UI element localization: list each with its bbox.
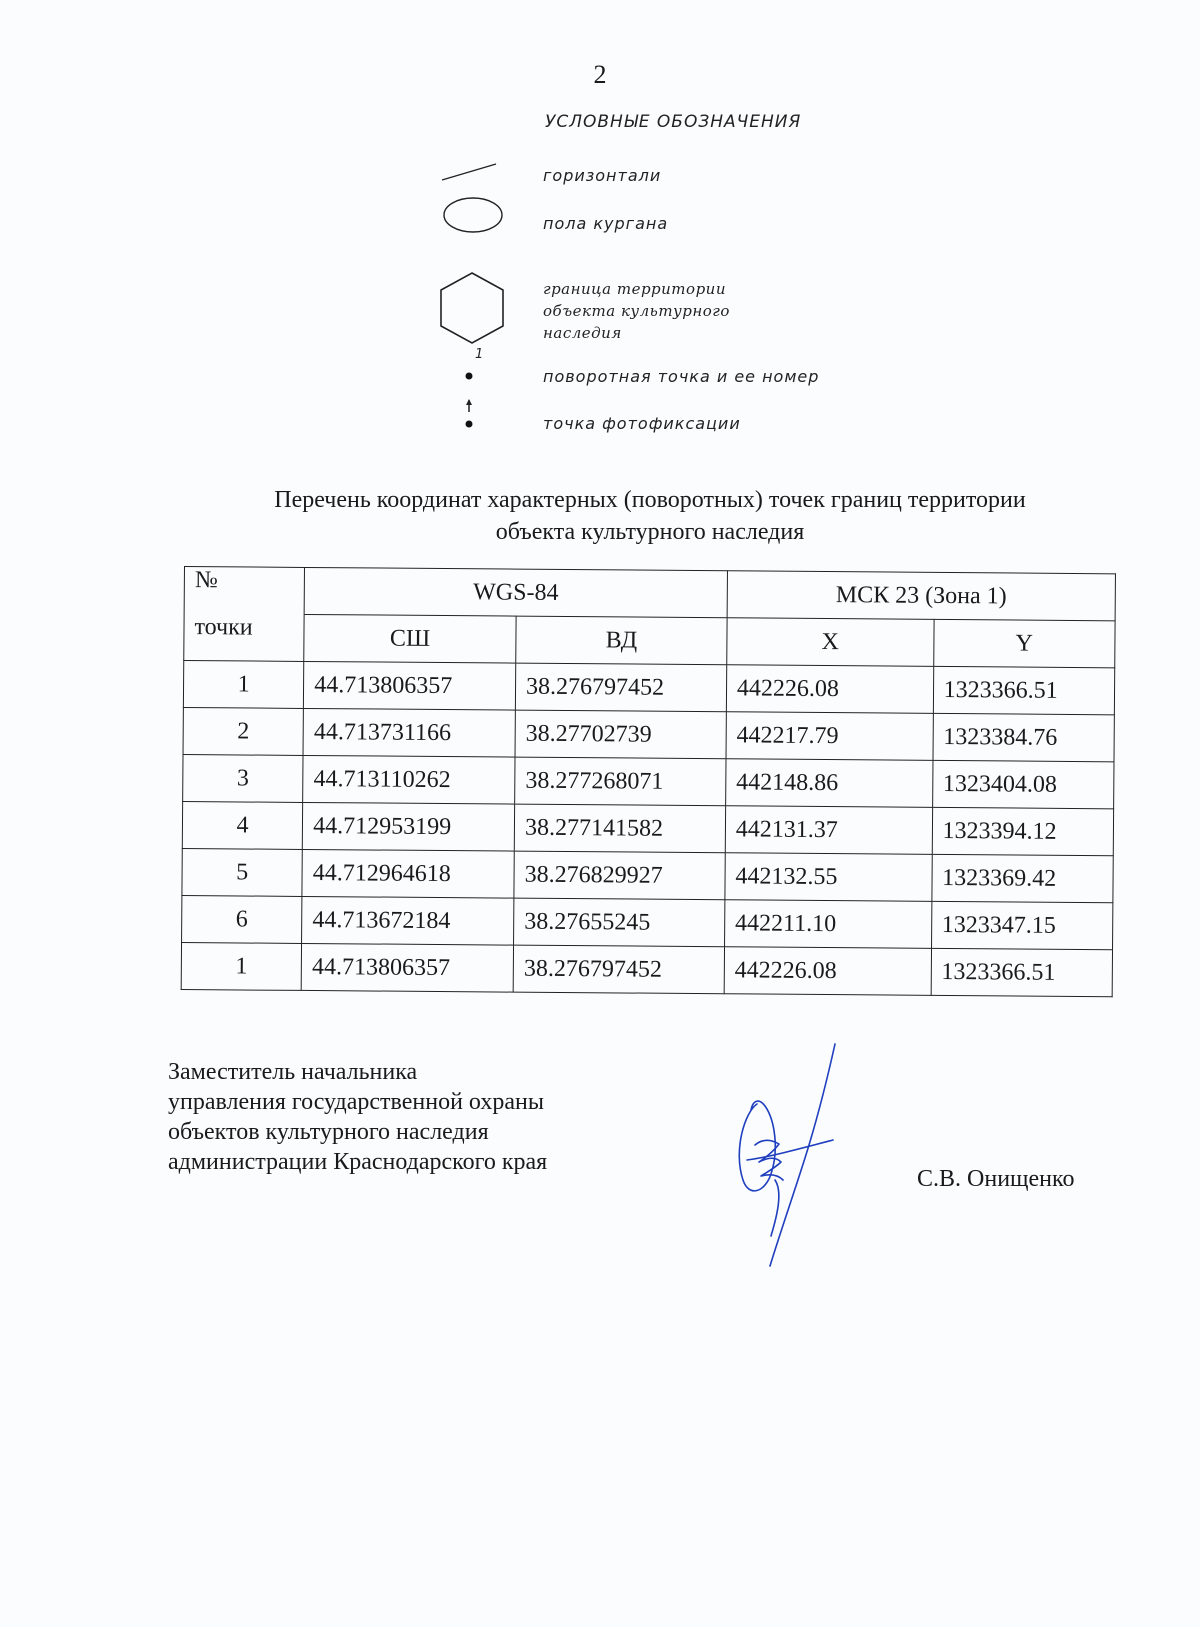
signer-position [168, 1057, 547, 1177]
lat-cell: 44.713731166 [303, 708, 515, 757]
contour-line-icon [440, 160, 500, 184]
lon-cell: 38.276797452 [513, 945, 724, 994]
msk23-header: МСК 23 (Зона 1) [727, 571, 1115, 621]
y-header: Y [933, 619, 1115, 667]
col-number-header-2: точки [184, 614, 305, 662]
x-cell: 442132.55 [725, 853, 932, 902]
point-number-cell: 4 [182, 801, 303, 849]
position-line: администрации Краснодарского края [168, 1149, 548, 1175]
lat-cell: 44.712953199 [302, 802, 514, 851]
point-number-cell: 3 [183, 754, 304, 802]
lat-header: СШ [304, 614, 516, 663]
lon-cell: 38.27655245 [514, 898, 725, 947]
lon-cell: 38.277268071 [515, 757, 726, 806]
x-cell: 442217.79 [726, 712, 933, 761]
table-row [183, 754, 1114, 808]
table-row [182, 848, 1113, 902]
x-header: X [727, 618, 934, 667]
lon-cell: 38.276829927 [514, 851, 725, 900]
legend-label-turning-point: поворотная точка и ее номер [543, 367, 820, 386]
legend-label-mound: пола кургана [543, 214, 669, 233]
y-cell: 1323347.15 [931, 901, 1113, 949]
legend-title: УСЛОВНЫЕ ОБОЗНАЧЕНИЯ [545, 112, 802, 132]
heading-line: объекта культурного наследия [495, 519, 805, 545]
point-number-cell: 5 [182, 848, 303, 896]
col-number-header: № [184, 567, 305, 615]
photo-point-icon [460, 398, 480, 432]
position-line: объектов культурного наследия [168, 1119, 489, 1145]
position-line: Заместитель начальника [168, 1059, 418, 1085]
lat-cell: 44.712964618 [302, 849, 514, 898]
handwritten-signature [735, 1040, 865, 1280]
coordinates-table [181, 566, 1116, 997]
table-header-row [184, 567, 1115, 621]
lat-cell: 44.713806357 [304, 661, 516, 710]
page-number: 2 [593, 60, 607, 89]
point-number-cell: 2 [183, 707, 304, 755]
legend-label-contour: горизонтали [543, 166, 662, 185]
hexagon-icon [436, 270, 508, 346]
table-row [181, 942, 1112, 996]
position-line: управления государственной охраны [168, 1089, 544, 1115]
signer-name: С.В. Онищенко [917, 1166, 1075, 1192]
y-cell: 1323394.12 [932, 807, 1114, 855]
heading-line: Перечень координат характерных (поворотных) точек границ территории [274, 487, 1026, 513]
turning-point-icon [460, 346, 490, 386]
y-cell: 1323366.51 [933, 666, 1115, 714]
lon-cell: 38.276797452 [515, 663, 726, 712]
lon-header: ВД [516, 616, 727, 665]
wgs84-header: WGS-84 [304, 567, 727, 617]
legend-label-boundary [543, 278, 730, 344]
table-heading [190, 484, 1110, 548]
lat-cell: 44.713672184 [302, 896, 514, 945]
x-cell: 442211.10 [724, 900, 931, 949]
ellipse-icon [440, 195, 506, 235]
point-number-cell: 1 [183, 661, 304, 709]
y-cell: 1323404.08 [932, 760, 1114, 808]
turning-point-marker: 1 [475, 347, 484, 362]
legend-label-boundary-line: объекта культурного [543, 302, 730, 320]
point-number-cell: 1 [181, 942, 302, 990]
legend-label-boundary-line: граница территории [543, 280, 726, 298]
lon-cell: 38.27702739 [515, 710, 726, 759]
x-cell: 442226.08 [724, 947, 931, 996]
table-row [183, 661, 1114, 715]
y-cell: 1323366.51 [931, 948, 1113, 996]
point-number-cell: 6 [182, 895, 303, 943]
table-subheader-row [184, 614, 1115, 668]
lat-cell: 44.713806357 [301, 943, 513, 992]
table-row [182, 801, 1113, 855]
x-cell: 442226.08 [726, 665, 933, 714]
x-cell: 442131.37 [725, 806, 932, 855]
lat-cell: 44.713110262 [303, 755, 515, 804]
table-row [182, 895, 1113, 949]
x-cell: 442148.86 [726, 759, 933, 808]
y-cell: 1323369.42 [932, 854, 1114, 902]
table-row [183, 707, 1114, 761]
legend-label-boundary-line: наследия [543, 324, 622, 342]
y-cell: 1323384.76 [933, 713, 1115, 761]
legend-label-photo-point: точка фотофиксации [543, 414, 741, 433]
lon-cell: 38.277141582 [514, 804, 725, 853]
